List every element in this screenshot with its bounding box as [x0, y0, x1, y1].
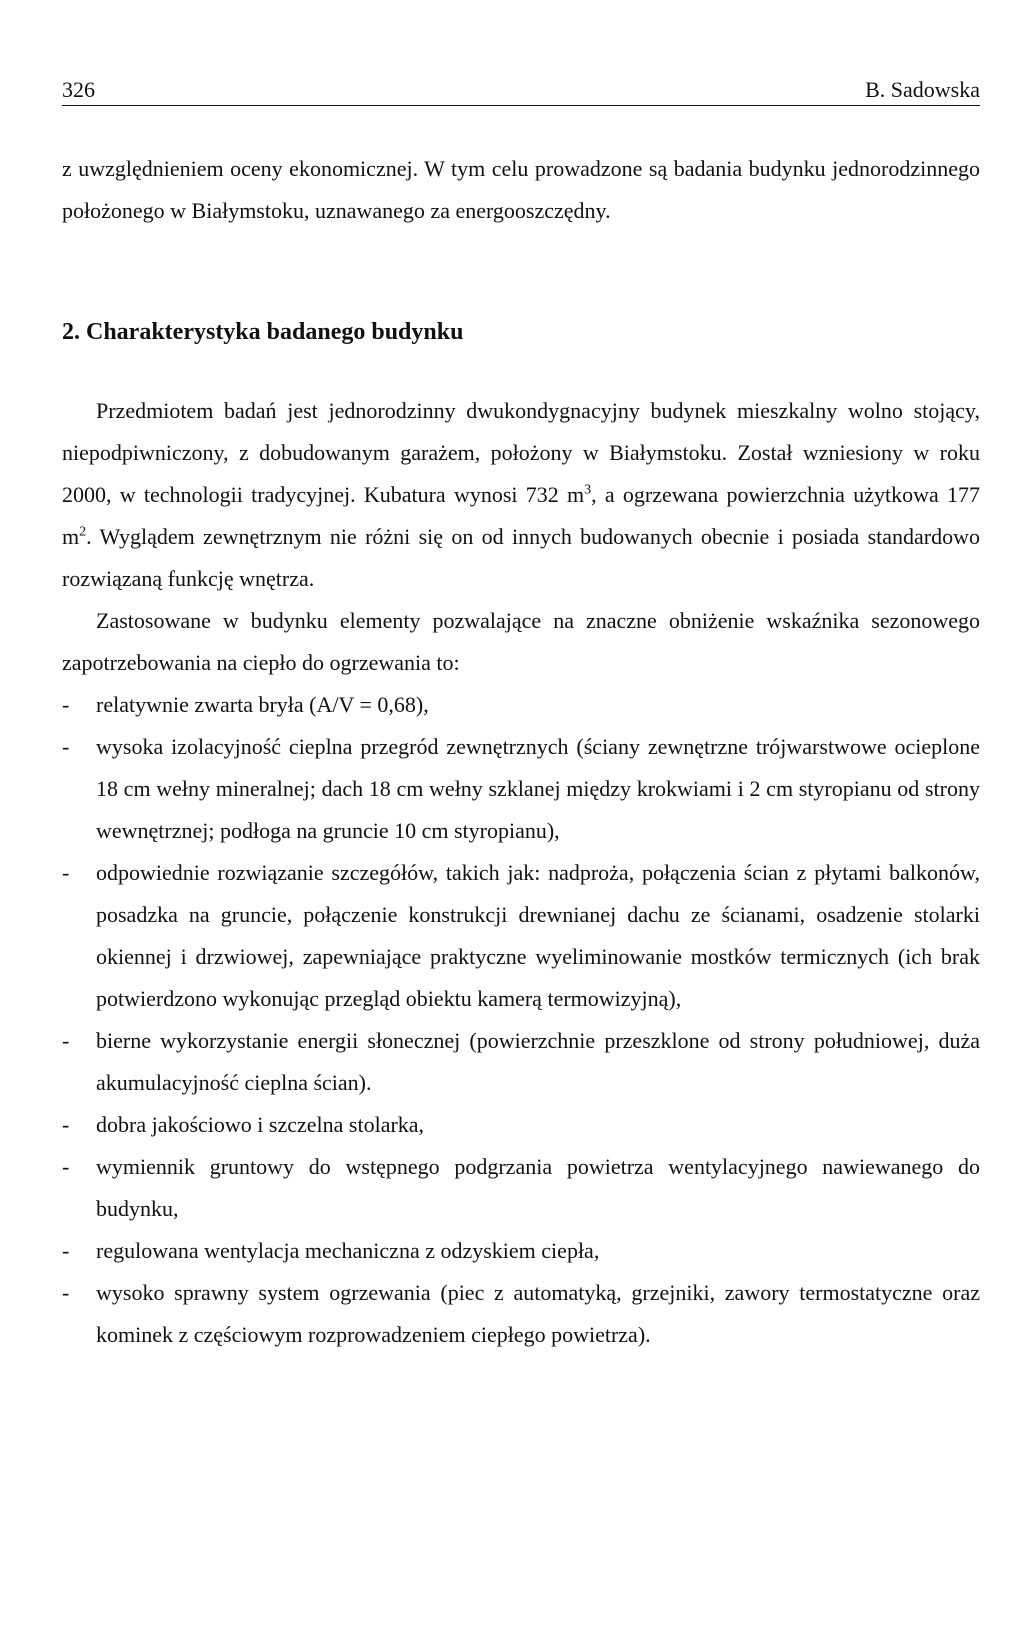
- list-dash: -: [62, 1154, 70, 1179]
- section-heading: 2. Charakterystyka badanego budynku: [62, 319, 464, 345]
- elements-list: [62, 684, 980, 1356]
- header-rule: [62, 105, 980, 106]
- description-text-a: Przedmiotem badań jest jednorodzinny dwukondygnacyjny budynek mieszkalny wolno stojący, niepodpiwniczony, z dobudowanym garażem, położony w Białymstoku. Został wzniesiony w roku 2000, w technologii tradycyjnej. Kubatura wynosi 732 m: [62, 398, 980, 507]
- superscript-cubic: 3: [584, 482, 592, 498]
- list-dash: -: [62, 1112, 70, 1137]
- list-item-text: regulowana wentylacja mechaniczna z odzyskiem ciepła,: [96, 1238, 600, 1263]
- list-item: [62, 1146, 980, 1230]
- list-dash: -: [62, 692, 70, 717]
- list-item-text: bierne wykorzystanie energii słonecznej (powierzchnie przeszklone od strony południowej, duża akumulacyjność cieplna ścian).: [96, 1028, 980, 1095]
- description-text-b: , a ogrzewana powierzchnia użytkowa 177 m: [62, 482, 980, 549]
- list-item: [62, 1230, 980, 1272]
- list-item-text: wysoko sprawny system ogrzewania (piec z automatyką, grzejniki, zawory termostatyczne oraz kominek z częściowym rozprowadzeniem ciepłego powietrza).: [96, 1280, 980, 1347]
- list-dash: -: [62, 1238, 70, 1263]
- body-text: [62, 148, 980, 1356]
- list-item-text: wysoka izolacyjność cieplna przegród zewnętrznych (ściany zewnętrzne trójwarstwowe ocieplone 18 cm wełny mineralnej; dach 18 cm wełny szklanej między krokwiami i 2 cm styropianu od strony wewnętrznej; podłoga na gruncie 10 cm styropianu),: [96, 734, 980, 843]
- list-item: [62, 852, 980, 1020]
- list-item-text: wymiennik gruntowy do wstępnego podgrzania powietrza wentylacyjnego nawiewanego do budynku,: [96, 1154, 980, 1221]
- list-item: [62, 1020, 980, 1104]
- list-item: [62, 1104, 980, 1146]
- list-dash: -: [62, 860, 70, 885]
- superscript-square: 2: [79, 524, 87, 540]
- list-item-text: odpowiednie rozwiązanie szczegółów, takich jak: nadproża, połączenia ścian z płytami balkonów, posadzka na gruncie, połączenie konstrukcji drewnianej dachu ze ścianami, osadzenie stolarki okiennej i drzwiowej, zapewniające praktyczne wyeliminowanie mostków termicznych (ich brak potwierdzono wykonując przegląd obiektu kamerą termowizyjną),: [96, 860, 980, 1011]
- page-number: 326: [62, 77, 95, 102]
- list-item: [62, 726, 980, 852]
- list-dash: -: [62, 1028, 70, 1053]
- list-item-text: dobra jakościowo i szczelna stolarka,: [96, 1112, 425, 1137]
- running-author: B. Sadowska: [865, 77, 980, 102]
- elements-intro-paragraph: Zastosowane w budynku elementy pozwalające na znaczne obniżenie wskaźnika sezonowego zapotrzebowania na ciepło do ogrzewania to:: [62, 608, 980, 675]
- running-header: [62, 76, 980, 104]
- list-dash: -: [62, 734, 70, 759]
- list-item-text: relatywnie zwarta bryła (A/V = 0,68),: [96, 692, 429, 717]
- list-item: [62, 684, 980, 726]
- list-item: [62, 1272, 980, 1356]
- description-text-c: . Wyglądem zewnętrznym nie różni się on od innych budowanych obecnie i posiada standardowo rozwiązaną funkcję wnętrza.: [62, 524, 980, 591]
- list-dash: -: [62, 1280, 70, 1305]
- description-paragraph: [62, 390, 980, 600]
- intro-paragraph: z uwzględnieniem oceny ekonomicznej. W tym celu prowadzone są badania budynku jednorodzinnego położonego w Białymstoku, uznawanego za energooszczędny.: [62, 156, 980, 223]
